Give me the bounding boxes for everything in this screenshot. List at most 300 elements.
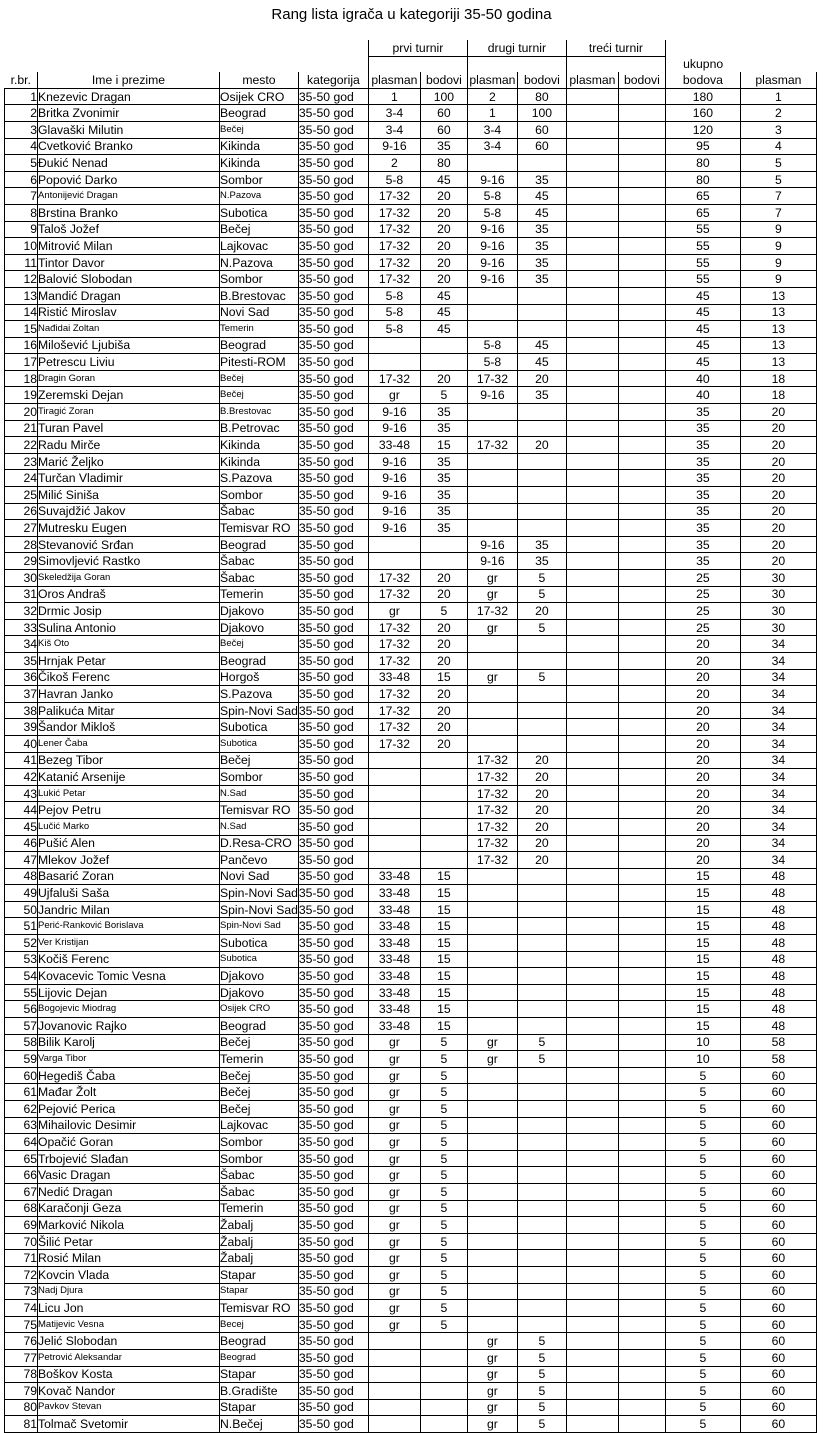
t2-plasman-cell: gr (467, 1034, 517, 1051)
table-row (5, 802, 817, 819)
t2-points-cell: 20 (517, 603, 566, 620)
t1-points-cell: 80 (420, 155, 467, 172)
t2-plasman-cell (467, 1134, 517, 1151)
total-points-cell: 5 (665, 1084, 740, 1101)
t1-plasman-cell: gr (368, 603, 420, 620)
t1-points-cell: 5 (420, 1316, 467, 1333)
t1-points-cell: 5 (420, 1200, 467, 1217)
t1-points-cell (420, 337, 467, 354)
rank-cell: 47 (5, 852, 38, 869)
total-points-cell: 20 (665, 719, 740, 736)
name-cell: Čikoš Ferenc (38, 669, 220, 686)
final-plasman-cell: 20 (740, 404, 816, 421)
t3-points-cell (618, 1101, 665, 1118)
table-row (5, 984, 817, 1001)
t3-plasman-cell (566, 1283, 618, 1300)
rank-cell: 23 (5, 453, 38, 470)
total-points-cell: 5 (665, 1101, 740, 1118)
final-plasman-cell: 60 (740, 1333, 816, 1350)
t3-plasman-cell (566, 1349, 618, 1366)
t3-plasman-cell (566, 1233, 618, 1250)
total-points-cell: 5 (665, 1349, 740, 1366)
category-cell: 35-50 god (298, 935, 368, 952)
total-points-cell: 15 (665, 951, 740, 968)
name-cell: Hrnjak Petar (38, 652, 220, 669)
final-plasman-cell: 48 (740, 968, 816, 985)
name-cell: Glavaški Milutin (38, 121, 220, 138)
t3-plasman-cell (566, 1034, 618, 1051)
header-total-top: ukupno (683, 57, 724, 72)
city-cell: Djakovo (220, 619, 299, 636)
t1-points-cell: 20 (420, 735, 467, 752)
t3-plasman-cell (566, 271, 618, 288)
t3-points-cell (618, 1233, 665, 1250)
city-cell: Stapar (220, 1283, 299, 1300)
final-plasman-cell: 5 (740, 155, 816, 172)
t2-plasman-cell: 5-8 (467, 337, 517, 354)
table-row (5, 1349, 817, 1366)
total-points-cell: 5 (665, 1167, 740, 1184)
t2-plasman-cell: 17-32 (467, 370, 517, 387)
city-cell: Subotica (220, 935, 299, 952)
table-row (5, 1101, 817, 1118)
category-cell: 35-50 god (298, 404, 368, 421)
t3-plasman-cell (566, 1300, 618, 1317)
t2-points-cell: 5 (517, 1051, 566, 1068)
t3-plasman-cell (566, 1134, 618, 1151)
table-row (5, 735, 817, 752)
t2-plasman-cell (467, 918, 517, 935)
total-points-cell: 20 (665, 669, 740, 686)
t3-plasman-cell (566, 171, 618, 188)
city-cell: Sombor (220, 1150, 299, 1167)
t1-points-cell: 15 (420, 1001, 467, 1018)
name-cell: Lukić Petar (38, 785, 220, 802)
total-points-cell: 15 (665, 968, 740, 985)
final-plasman-cell: 34 (740, 652, 816, 669)
final-plasman-cell: 20 (740, 503, 816, 520)
final-plasman-cell: 30 (740, 570, 816, 587)
table-row (5, 370, 817, 387)
table-row (5, 1200, 817, 1217)
t3-points-cell (618, 404, 665, 421)
group-second-tournament: drugi turnir (467, 40, 566, 56)
final-plasman-cell: 13 (740, 337, 816, 354)
group-first-tournament: prvi turnir (368, 40, 467, 56)
category-cell: 35-50 god (298, 852, 368, 869)
t1-plasman-cell (368, 1399, 420, 1416)
city-cell: Bečej (220, 752, 299, 769)
name-cell: Nadj Djura (38, 1283, 220, 1300)
t1-points-cell: 5 (420, 1134, 467, 1151)
name-cell: Bilik Karolj (38, 1034, 220, 1051)
t2-points-cell (517, 470, 566, 487)
category-cell: 35-50 god (298, 287, 368, 304)
t3-points-cell (618, 918, 665, 935)
total-points-cell: 25 (665, 570, 740, 587)
category-cell: 35-50 god (298, 570, 368, 587)
t2-points-cell: 35 (517, 171, 566, 188)
t1-plasman-cell: 17-32 (368, 254, 420, 271)
final-plasman-cell: 34 (740, 702, 816, 719)
t3-plasman-cell (566, 586, 618, 603)
final-plasman-cell: 60 (740, 1266, 816, 1283)
category-cell: 35-50 god (298, 1001, 368, 1018)
t2-plasman-cell (467, 735, 517, 752)
city-cell: Beograd (220, 105, 299, 122)
category-cell: 35-50 god (298, 951, 368, 968)
t1-plasman-cell: 3-4 (368, 121, 420, 138)
t1-points-cell: 15 (420, 984, 467, 1001)
city-cell: Sombor (220, 769, 299, 786)
table-row (5, 453, 817, 470)
t3-plasman-cell (566, 603, 618, 620)
city-cell: Šabac (220, 1183, 299, 1200)
table-row (5, 852, 817, 869)
t1-plasman-cell: 33-48 (368, 1018, 420, 1035)
t3-points-cell (618, 570, 665, 587)
name-cell: Mutresku Eugen (38, 520, 220, 537)
final-plasman-cell: 48 (740, 918, 816, 935)
t1-points-cell (420, 752, 467, 769)
final-plasman-cell: 60 (740, 1283, 816, 1300)
city-cell: Stapar (220, 1266, 299, 1283)
category-cell: 35-50 god (298, 1233, 368, 1250)
name-cell: Hegediš Čaba (38, 1067, 220, 1084)
table-row (5, 1250, 817, 1267)
t2-points-cell: 45 (517, 188, 566, 205)
city-cell: S.Pazova (220, 686, 299, 703)
t1-points-cell: 45 (420, 287, 467, 304)
t2-points-cell: 20 (517, 370, 566, 387)
t2-plasman-cell: gr (467, 1349, 517, 1366)
t3-points-cell (618, 271, 665, 288)
t2-points-cell: 5 (517, 619, 566, 636)
total-points-cell: 55 (665, 238, 740, 255)
t1-plasman-cell: 9-16 (368, 420, 420, 437)
rank-cell: 18 (5, 370, 38, 387)
city-cell: Bečej (220, 636, 299, 653)
t2-plasman-cell (467, 935, 517, 952)
table-row (5, 271, 817, 288)
t3-plasman-cell (566, 752, 618, 769)
table-row (5, 719, 817, 736)
table-row (5, 1183, 817, 1200)
name-cell: Suvajdžić Jakov (38, 503, 220, 520)
table-row (5, 968, 817, 985)
name-cell: Kočiš Ferenc (38, 951, 220, 968)
total-points-cell: 15 (665, 885, 740, 902)
name-cell: Boškov Kosta (38, 1366, 220, 1383)
t2-plasman-cell: 9-16 (467, 221, 517, 238)
t2-points-cell (517, 719, 566, 736)
name-cell: Simovljević Rastko (38, 553, 220, 570)
city-cell: Bečej (220, 370, 299, 387)
table-row (5, 669, 817, 686)
city-cell: Beograd (220, 652, 299, 669)
t1-points-cell: 5 (420, 1300, 467, 1317)
category-cell: 35-50 god (298, 1383, 368, 1400)
name-cell: Pejović Perica (38, 1101, 220, 1118)
t1-plasman-cell: 33-48 (368, 935, 420, 952)
total-points-cell: 5 (665, 1150, 740, 1167)
t2-points-cell: 5 (517, 570, 566, 587)
rank-cell: 9 (5, 221, 38, 238)
category-cell: 35-50 god (298, 619, 368, 636)
final-plasman-cell: 48 (740, 951, 816, 968)
t2-plasman-cell (467, 1300, 517, 1317)
t3-plasman-cell (566, 852, 618, 869)
rank-cell: 11 (5, 254, 38, 271)
t1-plasman-cell: gr (368, 1084, 420, 1101)
rank-cell: 49 (5, 885, 38, 902)
t3-points-cell (618, 204, 665, 221)
city-cell: Spin-Novi Sad (220, 918, 299, 935)
category-cell: 35-50 god (298, 1333, 368, 1350)
final-plasman-cell: 48 (740, 1018, 816, 1035)
final-plasman-cell: 60 (740, 1217, 816, 1234)
t1-plasman-cell: 17-32 (368, 702, 420, 719)
t1-plasman-cell: 9-16 (368, 470, 420, 487)
t2-plasman-cell (467, 951, 517, 968)
t3-plasman-cell (566, 636, 618, 653)
total-points-cell: 95 (665, 138, 740, 155)
t1-plasman-cell: 17-32 (368, 221, 420, 238)
category-cell: 35-50 god (298, 1283, 368, 1300)
table-row (5, 918, 817, 935)
category-cell: 35-50 god (298, 752, 368, 769)
name-cell: Popović Darko (38, 171, 220, 188)
t3-plasman-cell (566, 404, 618, 421)
total-points-cell: 45 (665, 337, 740, 354)
t2-plasman-cell: 3-4 (467, 121, 517, 138)
city-cell: N.Pazova (220, 188, 299, 205)
city-cell: Bečej (220, 221, 299, 238)
table-row (5, 254, 817, 271)
name-cell: Ver Kristijan (38, 935, 220, 952)
t3-points-cell (618, 735, 665, 752)
t1-plasman-cell: 17-32 (368, 619, 420, 636)
t2-plasman-cell: 17-32 (467, 769, 517, 786)
t1-points-cell: 20 (420, 188, 467, 205)
table-row (5, 1399, 817, 1416)
t2-plasman-cell: gr (467, 1051, 517, 1068)
rank-cell: 26 (5, 503, 38, 520)
t2-plasman-cell: gr (467, 1416, 517, 1433)
t3-points-cell (618, 752, 665, 769)
t1-points-cell: 15 (420, 1018, 467, 1035)
t2-points-cell (517, 287, 566, 304)
t3-plasman-cell (566, 1001, 618, 1018)
category-cell: 35-50 god (298, 271, 368, 288)
city-cell: Spin-Novi Sad (220, 703, 298, 718)
group-third-tournament: treći turnir (566, 40, 665, 56)
t3-points-cell (618, 105, 665, 122)
t2-plasman-cell (467, 968, 517, 985)
category-cell: 35-50 god (298, 1399, 368, 1416)
t2-points-cell: 20 (517, 818, 566, 835)
total-points-cell: 5 (665, 1416, 740, 1433)
t3-points-cell (618, 1183, 665, 1200)
total-points-cell: 5 (665, 1067, 740, 1084)
t3-points-cell (618, 769, 665, 786)
t2-points-cell (517, 453, 566, 470)
t2-points-cell: 80 (517, 88, 566, 105)
category-cell: 35-50 god (298, 453, 368, 470)
total-points-cell: 10 (665, 1034, 740, 1051)
t1-points-cell: 35 (420, 487, 467, 504)
total-points-cell: 5 (665, 1250, 740, 1267)
category-cell: 35-50 god (298, 901, 368, 918)
category-cell: 35-50 god (298, 1266, 368, 1283)
name-cell: Havran Janko (38, 686, 220, 703)
t1-points-cell (420, 785, 467, 802)
final-plasman-cell: 48 (740, 984, 816, 1001)
name-cell: Jelić Slobodan (38, 1333, 220, 1350)
t3-plasman-cell (566, 287, 618, 304)
t1-plasman-cell: gr (368, 1150, 420, 1167)
category-cell: 35-50 god (298, 1167, 368, 1184)
t2-points-cell: 5 (517, 1366, 566, 1383)
header-t3-bodovi: bodovi (618, 72, 665, 88)
total-points-cell: 15 (665, 1001, 740, 1018)
rank-cell: 38 (5, 702, 38, 719)
table-row (5, 204, 817, 221)
city-cell: Bečej (220, 1067, 299, 1084)
t2-points-cell (517, 1300, 566, 1317)
table-row (5, 138, 817, 155)
t3-plasman-cell (566, 503, 618, 520)
t2-points-cell (517, 304, 566, 321)
t2-plasman-cell: 17-32 (467, 785, 517, 802)
name-cell: Pušić Alen (38, 835, 220, 852)
name-cell: Zeremski Dejan (38, 387, 220, 404)
rank-cell: 61 (5, 1084, 38, 1101)
city-cell: Sombor (220, 171, 299, 188)
city-cell: Sombor (220, 1134, 299, 1151)
name-cell: Lener Čaba (38, 735, 220, 752)
total-points-cell: 5 (665, 1117, 740, 1134)
table-row (5, 503, 817, 520)
t1-plasman-cell: 33-48 (368, 918, 420, 935)
rank-cell: 17 (5, 354, 38, 371)
total-points-cell: 5 (665, 1316, 740, 1333)
final-plasman-cell: 5 (740, 171, 816, 188)
city-cell: Temerin (220, 1051, 299, 1068)
table-row (5, 188, 817, 205)
t3-points-cell (618, 802, 665, 819)
final-plasman-cell: 1 (740, 88, 816, 105)
t2-points-cell: 20 (517, 785, 566, 802)
category-cell: 35-50 god (298, 984, 368, 1001)
final-plasman-cell: 60 (740, 1134, 816, 1151)
total-points-cell: 35 (665, 503, 740, 520)
rank-cell: 20 (5, 404, 38, 421)
t3-plasman-cell (566, 802, 618, 819)
table-row (5, 1051, 817, 1068)
rank-cell: 28 (5, 536, 38, 553)
t1-plasman-cell: gr (368, 1101, 420, 1118)
t1-points-cell: 60 (420, 121, 467, 138)
rank-cell: 13 (5, 287, 38, 304)
t3-points-cell (618, 652, 665, 669)
category-cell: 35-50 god (298, 1018, 368, 1035)
category-cell: 35-50 god (298, 155, 368, 172)
rank-cell: 14 (5, 304, 38, 321)
total-points-cell: 5 (665, 1134, 740, 1151)
category-cell: 35-50 god (298, 1366, 368, 1383)
t1-points-cell (420, 553, 467, 570)
t1-plasman-cell (368, 1333, 420, 1350)
t2-plasman-cell: 17-32 (467, 437, 517, 454)
t3-plasman-cell (566, 387, 618, 404)
category-cell: 35-50 god (298, 470, 368, 487)
total-points-cell: 35 (665, 420, 740, 437)
city-cell: Kikinda (220, 138, 299, 155)
total-points-cell: 5 (665, 1266, 740, 1283)
t3-points-cell (618, 1150, 665, 1167)
table-row (5, 155, 817, 172)
category-cell: 35-50 god (298, 818, 368, 835)
total-points-cell: 45 (665, 304, 740, 321)
rank-cell: 37 (5, 686, 38, 703)
t3-points-cell (618, 536, 665, 553)
t3-points-cell (618, 171, 665, 188)
t2-plasman-cell: gr (467, 619, 517, 636)
t3-plasman-cell (566, 88, 618, 105)
table-row (5, 321, 817, 338)
t2-plasman-cell (467, 304, 517, 321)
table-row (5, 105, 817, 122)
t3-points-cell (618, 354, 665, 371)
t2-plasman-cell (467, 868, 517, 885)
name-cell: Stevanović Srđan (38, 536, 220, 553)
t1-points-cell: 35 (420, 503, 467, 520)
t3-plasman-cell (566, 1051, 618, 1068)
t2-points-cell: 35 (517, 536, 566, 553)
category-cell: 35-50 god (298, 254, 368, 271)
t2-points-cell (517, 918, 566, 935)
t3-plasman-cell (566, 1366, 618, 1383)
t1-points-cell: 5 (420, 1051, 467, 1068)
name-cell: Dragin Goran (38, 370, 220, 387)
total-points-cell: 20 (665, 852, 740, 869)
t1-plasman-cell: 33-48 (368, 669, 420, 686)
name-cell: Basarić Zoran (38, 868, 220, 885)
city-cell: Bečej (220, 1101, 299, 1118)
t1-points-cell: 45 (420, 304, 467, 321)
t1-points-cell: 35 (420, 404, 467, 421)
t2-plasman-cell (467, 1101, 517, 1118)
t1-points-cell: 20 (420, 586, 467, 603)
t3-points-cell (618, 586, 665, 603)
t3-plasman-cell (566, 354, 618, 371)
t1-plasman-cell: gr (368, 1266, 420, 1283)
t3-plasman-cell (566, 1399, 618, 1416)
city-cell: Žabalj (220, 1217, 299, 1234)
t1-points-cell: 5 (420, 1150, 467, 1167)
city-cell: Subotica (220, 204, 299, 221)
name-cell: Cvetković Branko (38, 138, 220, 155)
category-cell: 35-50 god (298, 885, 368, 902)
city-cell: Pitesti-ROM (220, 354, 299, 371)
t1-plasman-cell: 33-48 (368, 968, 420, 985)
name-cell: Tintor Davor (38, 254, 220, 271)
t2-plasman-cell (467, 1217, 517, 1234)
t1-plasman-cell: 9-16 (368, 487, 420, 504)
t3-points-cell (618, 852, 665, 869)
t1-plasman-cell (368, 769, 420, 786)
